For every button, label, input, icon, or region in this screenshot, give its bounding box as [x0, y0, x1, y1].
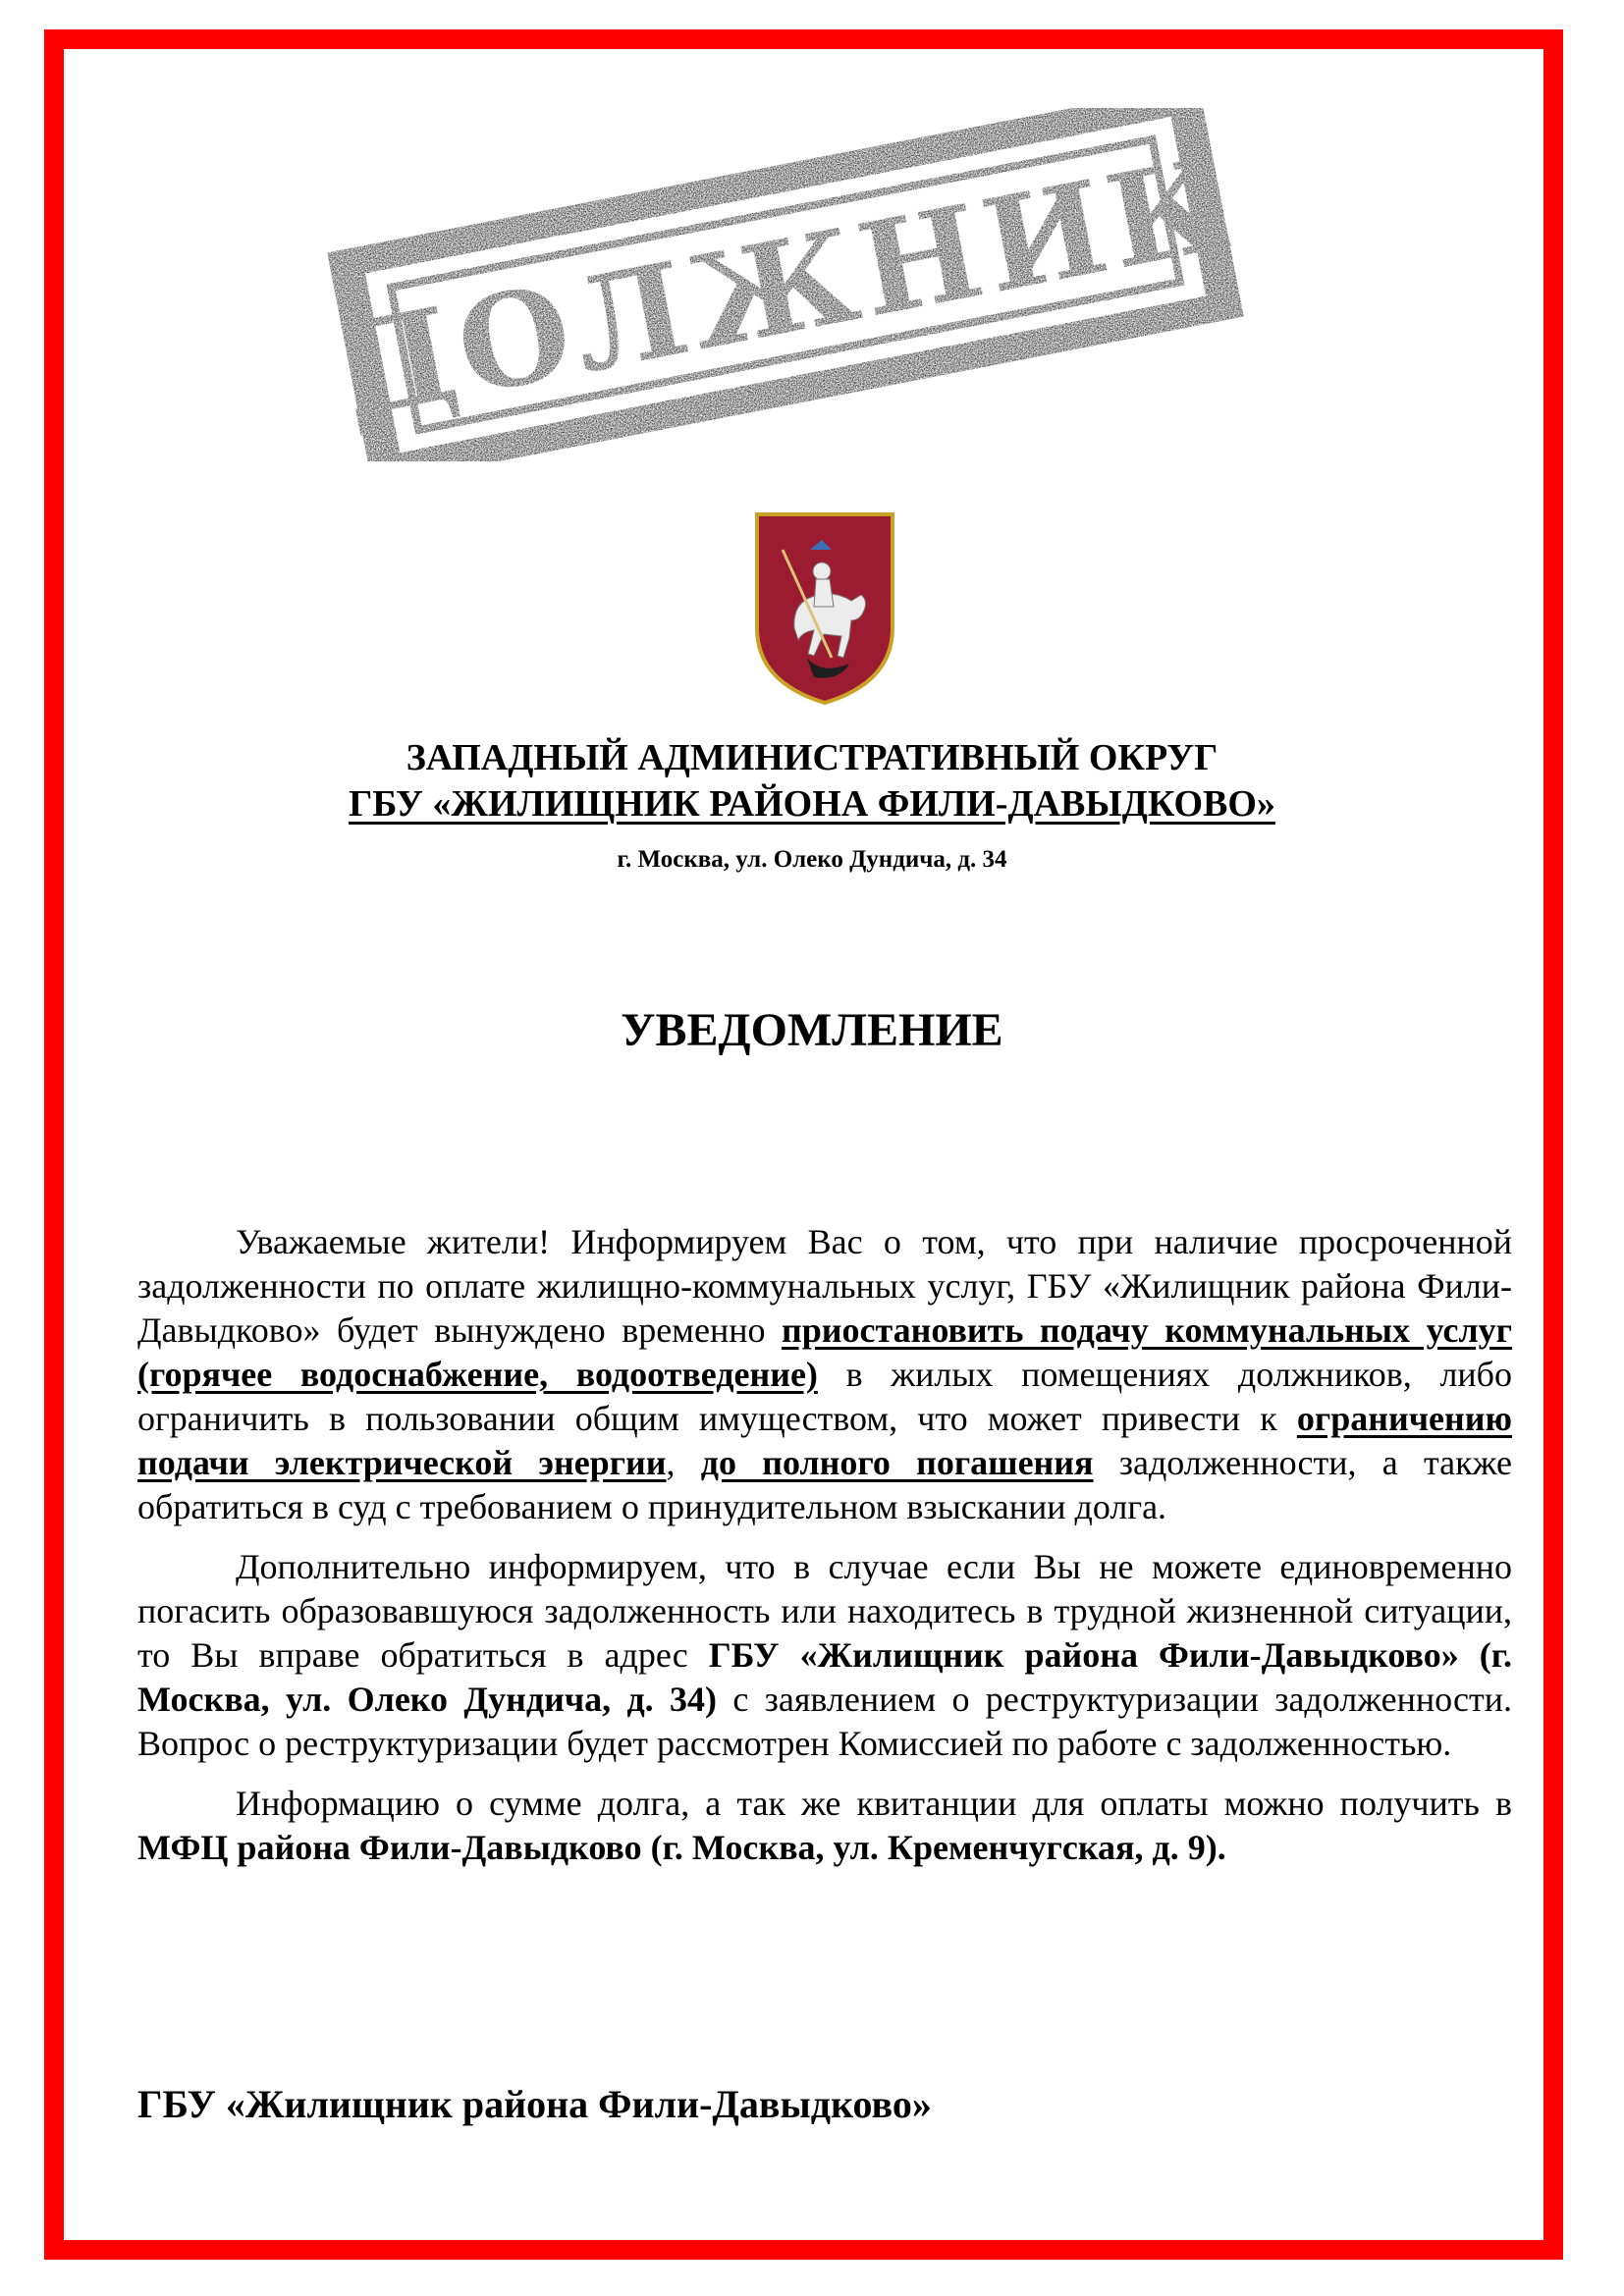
- district-title: ЗАПАДНЫЙ АДМИНИСТРАТИВНЫЙ ОКРУГ: [406, 737, 1218, 778]
- suspension-warning: приостановить подачу коммунальных услуг (горячее водоснабжение, водоотведение): [137, 1310, 1512, 1394]
- stamp-text: ДОЛЖНИК: [328, 127, 1244, 448]
- organization-title: ГБУ «ЖИЛИЩНИК РАЙОНА ФИЛИ-ДАВЫДКОВО»: [349, 783, 1275, 825]
- notice-body: [137, 1220, 1512, 1886]
- until-full-repayment: до полного погашения: [700, 1443, 1094, 1482]
- electricity-restriction: ограничению подачи электрической энергии: [137, 1399, 1512, 1482]
- debtor-stamp: [304, 108, 1267, 461]
- paragraph-3: Информацию о сумме долга, а так же квитанции для оплаты можно получить в МФЦ района Фили-Давыдково (г. Москва, ул. Кременчугская, д. 9).: [137, 1784, 1512, 1867]
- mfc-address: МФЦ района Фили-Давыдково (г. Москва, ул. Кременчугская, д. 9).: [137, 1828, 1226, 1867]
- paragraph-2: Дополнительно информируем, что в случае если Вы не можете единовременно погасить образовавшуюся задолженность или находитесь в трудной жизненной ситуации, то Вы вправе обратиться в адрес ГБУ «Жилищник района Фили-Давыдково» (г. Москва, ул. Олеко Дундича, д. 34) с заявлением о реструктуризации задолженности. Вопрос о реструктуризации будет рассмотрен Комиссией по работе с задолженностью.: [137, 1547, 1512, 1763]
- paragraph-1: Уважаемые жители! Информируем Вас о том, что при наличие просроченной задолженности по оплате жилищно-коммунальных услуг, ГБУ «Жилищник района Фили-Давыдково» будет вынуждено временно приостановить подачу коммунальных услуг (горячее водоснабжение, водоотведение) в жилых помещениях должников, либо ограничить в пользовании общим имуществом, что может привести к ограничению подачи электрической энергии, до полного погашения задолженности, а также обратиться в суд с требованием о принудительном взыскании долга.: [137, 1222, 1512, 1526]
- office-address: ГБУ «Жилищник района Фили-Давыдково» (г. Москва, ул. Олеко Дундича, д. 34): [137, 1635, 1512, 1719]
- notice-title: УВЕДОМЛЕНИЕ: [621, 1004, 1003, 1056]
- organization-address: г. Москва, ул. Олеко Дундича, д. 34: [617, 846, 1007, 873]
- signature: ГБУ «Жилищник района Фили-Давыдково»: [137, 2082, 932, 2126]
- moscow-coat-of-arms-icon: [753, 510, 896, 707]
